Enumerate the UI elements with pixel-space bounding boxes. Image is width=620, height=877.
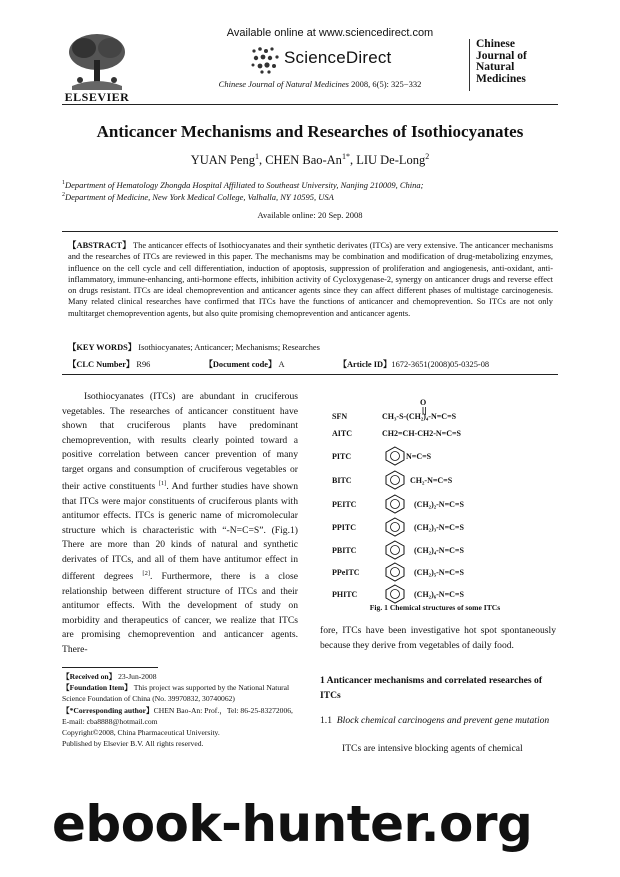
footnote-divider [62,667,158,668]
benzene-ring-icon [384,584,406,604]
section-heading: 1 Anticancer mechanisms and correlated researches of ITCs [320,675,543,701]
abstract [68,240,553,319]
footnote [62,682,298,704]
affiliation [62,192,562,202]
author-affil-mark: 1* [341,152,350,161]
footnotes [62,671,298,749]
clc-value: R96 [134,360,151,369]
compound-label: PEITC [332,500,357,509]
benzene-ring-icon [384,446,406,466]
keywords-text: Isothiocyanates; Anticancer; Mechanisms; Researches [136,343,320,352]
benzene-ring-icon [384,540,406,560]
abstract-top-divider [62,231,558,232]
body-text: . And further studies have shown that ITCs were major constituents of cruciferous plants with antitumor effects. ITCs is generic name of micromolecular structure which is characteristic with “-N=C=S”. (Fig.1) There are more than 20 kinds of natural and synthetic derivates of ITCs, and all of them have antitumor effect in different degrees [62,481,298,583]
body-text: Isothiocyanates (ITCs) are abundant in cruciferous vegetables. The researches of anticancer constituent have shown that cruciferous plants have predominant chemoprevention, with results clearly pointed toward a positive correlation between cancer prevention of many target organs and consumption of cruciferous vegetables or their active constituents [62,391,298,493]
footnote-text: Published by Elsevier B.V. All rights reserved. [62,739,204,749]
author-affil-mark: 2 [425,152,430,161]
clc-number [68,360,176,369]
body-text: fore, ITCs have been investigative hot spot spontaneously because they derive from vegetables of daily food. [320,625,556,651]
footnote-label: 【Foundation Item】 [62,683,132,693]
available-online-date: Available online: 20 Sep. 2008 [257,210,363,220]
footnote [62,705,298,727]
compound-formula: (CH₂)₅-N=C=S [414,568,464,577]
footnote [62,671,298,682]
compound-formula: CH₃-S-(CH₂)₄-N=C=S [382,412,457,421]
sciencedirect-brand: ScienceDirect [284,48,392,67]
benzene-ring-icon [384,562,406,582]
citation-ref: [1] [158,480,167,487]
compound-formula: CH₂-N=C=S [410,476,453,485]
compound-label: PPITC [332,523,356,532]
subsection-title: Block chemical carcinogens and prevent gene mutation [336,715,550,726]
compound-label: PHITC [332,590,358,599]
footnote [62,727,298,738]
author-name: YUAN Peng [190,153,255,168]
article-id-value: 1672-3651(2008)05-0325-08 [391,360,490,369]
author-name: CHEN Bao-An [265,153,342,168]
author-name: LIU De-Long [356,153,426,168]
keywords [68,341,553,353]
footnote-label: 【*Corresponding author】 [62,705,154,715]
journal-box-line: Natural [476,61,515,73]
compound-label: PBITC [332,546,357,555]
available-online-text: Available online at www.sciencedirect.com [226,27,434,39]
benzene-ring-icon [384,494,406,514]
affiliation-text: Department of Hematology Zhongda Hospital Affiliated to Southeast University, Nanjing 210009, China; [65,180,424,190]
keywords-label: 【KEY WORDS】 [68,343,137,352]
footnote-label: 【Received on】 [62,672,117,681]
paper-title: Anticancer Mechanisms and Researches of Isothiocyanates [96,122,524,141]
journal-box-line: Chinese [476,38,515,50]
watermark: ebook-hunter.org [52,795,533,853]
article-id [339,360,516,369]
document-code [204,360,310,369]
publisher-wordmark: ELSEVIER [64,90,130,104]
clc-label: 【CLC Number】 [68,360,135,369]
carbonyl-oxygen: O [420,398,427,407]
citation-journal-name: Chinese Journal of Natural Medicines [218,79,349,89]
intro-paragraph [62,390,298,657]
subsection-number: 1.1 [320,715,332,726]
footnote-text: Copyright©2008, China Pharmaceutical University. [62,728,220,738]
affiliation-mark: 2 [62,192,65,199]
doc-code-value: A [276,360,285,369]
citation-ref: [2] [142,570,151,578]
compound-formula: (CH₂)₄-N=C=S [414,546,464,555]
subsection-heading [320,714,556,729]
doc-code-label: 【Document code】 [204,360,277,369]
journal-citation [190,79,450,89]
figure-caption: Fig. 1 Chemical structures of some ITCs [369,603,501,612]
affiliation-text: Department of Medicine, New York Medical College, Valhalla, NY 10595, USA [65,192,334,202]
compound-formula: CH2=CH-CH2-N=C=S [382,429,462,438]
article-id-label: 【Article ID】 [338,360,392,369]
footnote-text: This project was supported by the National Natural Science Foundation of China (No. 39970832, 30740062) [62,683,290,704]
compound-label: PPeITC [332,568,360,577]
author-affil-mark: 1 [254,152,259,161]
benzene-ring-icon [384,470,406,490]
abstract-bottom-divider [62,374,558,375]
compound-label: PITC [332,452,352,461]
affiliation [62,180,562,190]
compound-formula: N=C=S [406,452,432,461]
author-list: YUAN Peng$^1$, CHEN Bao-$An^{1*}$, LIU De-Long$^2$ [190,152,430,168]
chemical-structures-figure [310,396,560,601]
compound-formula: (CH₂)₃-N=C=S [414,523,464,532]
body-paragraph [320,624,556,653]
benzene-ring-icon [384,517,406,537]
body-text: . Furthermore, there is a close relationship between different structure of ITCs and their antitumor effects. With the development of study on morbidity and therapeutics of cancer, we realize that ITCs are promising chemoprevention and anticancer agents. There- [62,571,298,655]
elsevier-tree-logo [62,28,132,98]
compound-label: BITC [332,476,352,485]
citation-volume: 2008, 6(5): 325−332 [349,79,422,89]
affiliation-mark: 1 [62,180,65,187]
compound-label: SFN [332,412,348,421]
sciencedirect-dots-icon [248,45,284,75]
header-divider [62,104,558,105]
footnote-text: CHEN Bao-An: Prof.，Tel: 86-25-83272006, E-mail: cba8888@hotmail.com [62,705,293,726]
compound-label: AITC [332,429,353,438]
abstract-text: The anticancer effects of Isothiocyanates and their synthetic derivates (ITCs) are very extensive. The anticancer mechanisms and the researches of ITCs are reviewed in this paper. The mechanisms may be combination and modification of drug-metabolizing enzymes, influence on the cell cycle and cell differentiation, induction of apoptosis, suppression of proliferation and angiogenesis, anti-oxidant, anti-inflammatory, immune-enhancing, anti-hormone effects, inhibition activity of Cycloxygenase-2, synergy on anticancer drugs and reverse effect on drugs resistant. ITCs are ideal chemoprevention and anticancer agents since they can affect different phases of multistage carcinogenesis. Many related clinical researches have confirmed that ITCs have the functions of anticancer and chemoprevention. So ITCs are not only multitarget chemoprevention agents, but also quite promising chemoprevention and anticancer agents. [68,241,554,318]
abstract-label: 【ABSTRACT】 [68,241,131,250]
classification-line [68,358,553,370]
journal-title-box [469,39,556,91]
compound-formula: (CH₂)₂-N=C=S [414,500,464,509]
body-paragraph: ITCs are intensive blocking agents of chemical [342,743,523,754]
journal-box-line: Medicines [476,72,526,85]
compound-formula: (CH₂)₆-N=C=S [414,590,464,599]
footnote-text: 23-Jun-2008 [116,672,157,681]
journal-box-line: Journal of [476,49,527,62]
footnote [62,738,298,749]
